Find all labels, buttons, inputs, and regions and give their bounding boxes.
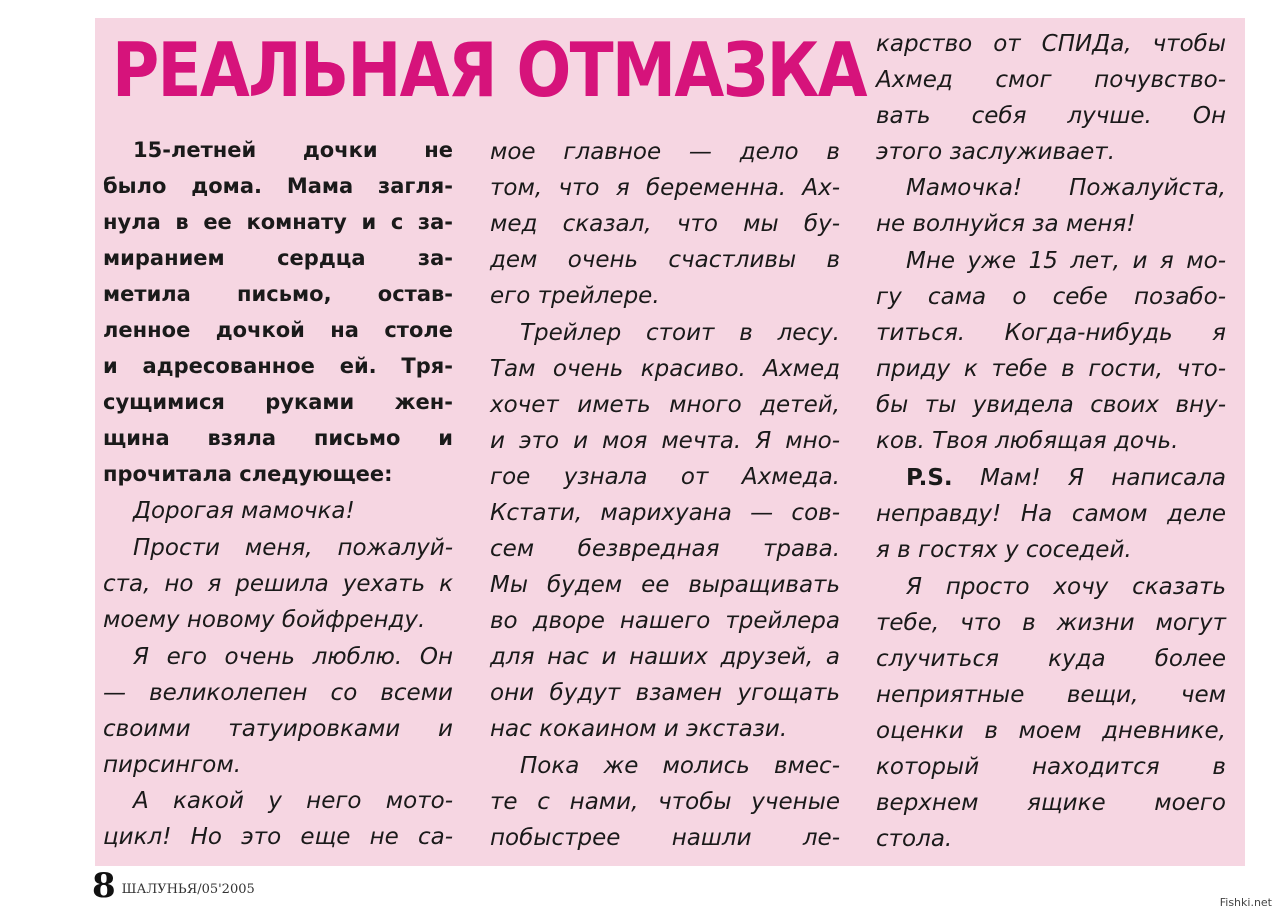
- lead-line: было дома. Мама загля-: [103, 174, 453, 198]
- ps-label: P.S.: [906, 465, 953, 491]
- letter-line: стола.: [876, 826, 953, 852]
- letter-line: не волнуйся за меня!: [876, 211, 1136, 237]
- letter-line: Мамочка! Пожалуйста,: [906, 175, 1226, 201]
- letter-line: верхнем ящике моего: [876, 790, 1226, 816]
- lead-line: и адресованное ей. Тря-: [103, 354, 453, 378]
- letter-line: вать себя лучше. Он: [876, 103, 1226, 129]
- page-footer: [92, 866, 255, 906]
- lead-line: нула в ее комнату и с за-: [103, 210, 453, 234]
- letter-line: хочет иметь много детей,: [490, 392, 840, 418]
- lead-line: метила письмо, остав-: [103, 282, 453, 306]
- letter-line: приду к тебе в гости, что-: [876, 356, 1226, 382]
- letter-line: ста, но я решила уехать к: [103, 571, 453, 597]
- letter-line: сем безвредная трава.: [490, 536, 840, 562]
- letter-line: Прости меня, пожалуй-: [133, 535, 453, 561]
- letter-line: Там очень красиво. Ахмед: [490, 356, 840, 382]
- page-number: 8: [92, 866, 116, 906]
- letter-line: неправду! На самом деле: [876, 501, 1226, 527]
- article-title: РЕАЛЬНАЯ ОТМАЗКА: [112, 26, 866, 114]
- lead-line: щина взяла письмо и: [103, 426, 453, 450]
- letter-line: гу сама о себе позабо-: [876, 284, 1226, 310]
- letter-line: А какой у него мото-: [133, 788, 453, 814]
- letter-line: ков. Твоя любящая дочь.: [876, 428, 1179, 454]
- magazine-name: ШАЛУНЬЯ/05'2005: [121, 882, 255, 897]
- letter-line: мед сказал, что мы бу-: [490, 211, 840, 237]
- letter-line: этого заслуживает.: [876, 139, 1116, 165]
- letter-line: его трейлере.: [490, 283, 660, 309]
- letter-line: тебе, что в жизни могут: [876, 610, 1226, 636]
- letter-line: цикл! Но это еще не са-: [103, 824, 453, 850]
- watermark: Fishki.net: [1219, 896, 1272, 909]
- letter-line: карство от СПИДа, чтобы: [876, 31, 1226, 57]
- letter-line: для нас и наших друзей, а: [490, 644, 840, 670]
- letter-line: Пока же молись вмес-: [520, 753, 840, 779]
- letter-line: том, что я беременна. Ах-: [490, 175, 840, 201]
- letter-line: Кстати, марихуана — сов-: [490, 500, 840, 526]
- ps-text: Мам! Я написала: [980, 465, 1226, 491]
- lead-line: 15-летней дочки не: [133, 138, 453, 162]
- letter-line: мое главное — дело в: [490, 139, 840, 165]
- letter-line: Мы будем ее выращивать: [490, 572, 840, 598]
- letter-line: Я просто хочу сказать: [906, 574, 1226, 600]
- letter-line: бы ты увидела своих вну-: [876, 392, 1226, 418]
- letter-line: они будут взамен угощать: [490, 680, 840, 706]
- letter-line: Мне уже 15 лет, и я мо-: [906, 248, 1226, 274]
- letter-line: пирсингом.: [103, 752, 242, 778]
- letter-line: гое узнала от Ахмеда.: [490, 464, 840, 490]
- letter-line: дем очень счастливы в: [490, 247, 840, 273]
- letter-line: во дворе нашего трейлера: [490, 608, 840, 634]
- letter-line: побыстрее нашли ле-: [490, 825, 840, 851]
- letter-line: моему новому бойфренду.: [103, 607, 426, 633]
- letter-line: и это и моя мечта. Я мно-: [490, 428, 840, 454]
- lead-line: сущимися руками жен-: [103, 390, 453, 414]
- letter-line: Ахмед смог почувство-: [876, 67, 1226, 93]
- lead-line: прочитала следующее:: [103, 462, 393, 486]
- letter-line: Трейлер стоит в лесу.: [520, 320, 840, 346]
- lead-line: ленное дочкой на столе: [103, 318, 453, 342]
- letter-line: те с нами, чтобы ученые: [490, 789, 840, 815]
- letter-line: титься. Когда-нибудь я: [876, 320, 1226, 346]
- letter-line: который находится в: [876, 754, 1226, 780]
- letter-line: случиться куда более: [876, 646, 1226, 672]
- letter-line: я в гостях у соседей.: [876, 537, 1132, 563]
- letter-line: нас кокаином и экстази.: [490, 716, 788, 742]
- letter-line: своими татуировками и: [103, 716, 453, 742]
- letter-line: Дорогая мамочка!: [133, 498, 355, 524]
- letter-line: оценки в моем дневнике,: [876, 718, 1226, 744]
- letter-line: — великолепен со всеми: [103, 680, 453, 706]
- lead-line: миранием сердца за-: [103, 246, 453, 270]
- letter-line: Я его очень люблю. Он: [133, 644, 453, 670]
- letter-line: неприятные вещи, чем: [876, 682, 1226, 708]
- ps-line: [876, 460, 1226, 496]
